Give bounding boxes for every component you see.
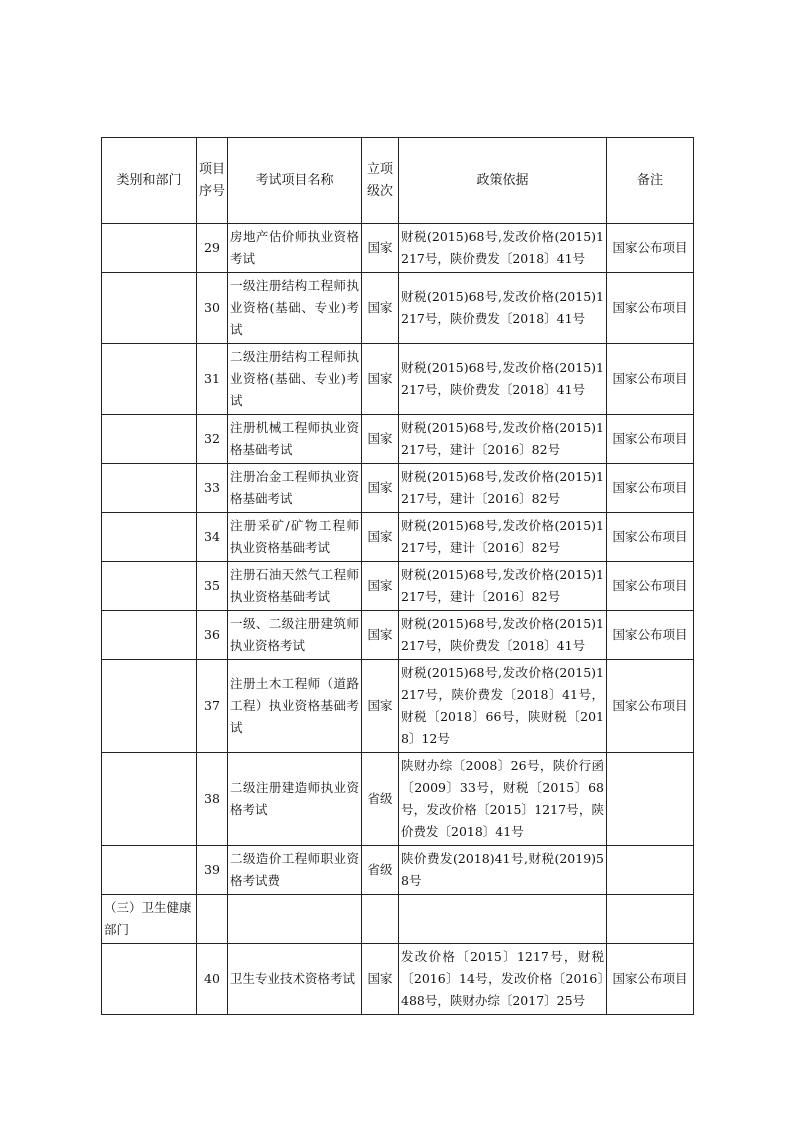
cell-category	[102, 273, 197, 344]
header-seq: 项目序号	[197, 138, 228, 224]
header-category: 类别和部门	[102, 138, 197, 224]
cell-category	[102, 344, 197, 415]
table-row	[102, 562, 694, 611]
cell-remark	[607, 753, 694, 846]
cell-policy-basis: 财税(2015)68号,发改价格(2015)1217号，建计〔2016〕82号	[399, 513, 607, 562]
cell-level: 国家	[362, 464, 399, 513]
cell-category	[102, 753, 197, 846]
cell-policy-basis: 陕财办综〔2008〕26号，陕价行函〔2009〕33号，财税〔2015〕68号，发改价格〔2015〕1217号，陕价费发〔2018〕41号	[399, 753, 607, 846]
table-header-row	[102, 138, 694, 224]
table-row	[102, 513, 694, 562]
cell-seq: 30	[197, 273, 228, 344]
cell-remark	[607, 846, 694, 895]
cell-exam-name: 二级注册结构工程师执业资格(基础、专业)考试	[228, 344, 362, 415]
cell-category	[102, 513, 197, 562]
cell-seq	[197, 895, 228, 944]
cell-level: 国家	[362, 562, 399, 611]
cell-level: 国家	[362, 273, 399, 344]
cell-policy-basis: 财税(2015)68号,发改价格(2015)1217号，陕价费发〔2018〕41号	[399, 611, 607, 660]
cell-policy-basis: 发改价格〔2015〕1217号，财税〔2016〕14号，发改价格〔2016〕488号，陕财办综〔2017〕25号	[399, 944, 607, 1015]
cell-policy-basis: 财税(2015)68号,发改价格(2015)1217号，建计〔2016〕82号	[399, 415, 607, 464]
table-row	[102, 753, 694, 846]
cell-remark: 国家公布项目	[607, 660, 694, 753]
cell-policy-basis: 财税(2015)68号,发改价格(2015)1217号，建计〔2016〕82号	[399, 464, 607, 513]
cell-policy-basis	[399, 895, 607, 944]
cell-seq: 36	[197, 611, 228, 660]
cell-category	[102, 944, 197, 1015]
cell-level: 国家	[362, 611, 399, 660]
cell-level: 省级	[362, 846, 399, 895]
cell-exam-name: 二级造价工程师职业资格考试费	[228, 846, 362, 895]
cell-remark: 国家公布项目	[607, 415, 694, 464]
cell-remark: 国家公布项目	[607, 344, 694, 415]
table-row	[102, 846, 694, 895]
cell-exam-name: 房地产估价师执业资格考试	[228, 224, 362, 273]
cell-level: 国家	[362, 344, 399, 415]
cell-category	[102, 224, 197, 273]
table-row	[102, 464, 694, 513]
cell-policy-basis: 财税(2015)68号,发改价格(2015)1217号，陕价费发〔2018〕41号，财税〔2018〕66号，陕财税〔2018〕12号	[399, 660, 607, 753]
cell-exam-name: 注册石油天然气工程师执业资格基础考试	[228, 562, 362, 611]
cell-policy-basis: 财税(2015)68号,发改价格(2015)1217号，建计〔2016〕82号	[399, 562, 607, 611]
cell-category	[102, 464, 197, 513]
cell-exam-name: 注册机械工程师执业资格基础考试	[228, 415, 362, 464]
cell-category	[102, 846, 197, 895]
cell-exam-name: 注册土木工程师（道路工程）执业资格基础考试	[228, 660, 362, 753]
exam-fee-table	[101, 137, 694, 1015]
section-header-row	[102, 895, 694, 944]
cell-level: 国家	[362, 944, 399, 1015]
cell-remark	[607, 895, 694, 944]
table-row	[102, 660, 694, 753]
cell-level: 国家	[362, 660, 399, 753]
cell-exam-name: 二级注册建造师执业资格考试	[228, 753, 362, 846]
cell-exam-name: 一级注册结构工程师执业资格(基础、专业)考试	[228, 273, 362, 344]
cell-level: 国家	[362, 224, 399, 273]
table-row	[102, 344, 694, 415]
cell-level: 国家	[362, 513, 399, 562]
cell-category	[102, 611, 197, 660]
cell-level: 省级	[362, 753, 399, 846]
table-row	[102, 611, 694, 660]
table-row	[102, 944, 694, 1015]
cell-policy-basis: 财税(2015)68号,发改价格(2015)1217号，陕价费发〔2018〕41号	[399, 273, 607, 344]
cell-category	[102, 562, 197, 611]
header-level: 立项级次	[362, 138, 399, 224]
cell-category	[102, 415, 197, 464]
cell-category: （三）卫生健康部门	[102, 895, 197, 944]
cell-remark: 国家公布项目	[607, 224, 694, 273]
cell-remark: 国家公布项目	[607, 273, 694, 344]
header-remark: 备注	[607, 138, 694, 224]
cell-level: 国家	[362, 415, 399, 464]
table-row	[102, 273, 694, 344]
cell-remark: 国家公布项目	[607, 611, 694, 660]
cell-remark: 国家公布项目	[607, 464, 694, 513]
cell-policy-basis: 财税(2015)68号,发改价格(2015)1217号，陕价费发〔2018〕41号	[399, 344, 607, 415]
cell-exam-name: 注册采矿/矿物工程师执业资格基础考试	[228, 513, 362, 562]
cell-remark: 国家公布项目	[607, 562, 694, 611]
cell-seq: 29	[197, 224, 228, 273]
cell-category	[102, 660, 197, 753]
cell-level	[362, 895, 399, 944]
cell-policy-basis: 陕价费发(2018)41号,财税(2019)58号	[399, 846, 607, 895]
header-basis: 政策依据	[399, 138, 607, 224]
cell-exam-name: 注册冶金工程师执业资格基础考试	[228, 464, 362, 513]
table-body	[102, 224, 694, 1015]
cell-seq: 31	[197, 344, 228, 415]
table-row	[102, 415, 694, 464]
cell-seq: 39	[197, 846, 228, 895]
cell-exam-name	[228, 895, 362, 944]
cell-remark: 国家公布项目	[607, 513, 694, 562]
table-row	[102, 224, 694, 273]
cell-exam-name: 卫生专业技术资格考试	[228, 944, 362, 1015]
cell-seq: 34	[197, 513, 228, 562]
cell-policy-basis: 财税(2015)68号,发改价格(2015)1217号，陕价费发〔2018〕41号	[399, 224, 607, 273]
cell-seq: 38	[197, 753, 228, 846]
cell-remark: 国家公布项目	[607, 944, 694, 1015]
header-name: 考试项目名称	[228, 138, 362, 224]
cell-seq: 35	[197, 562, 228, 611]
cell-exam-name: 一级、二级注册建筑师执业资格考试	[228, 611, 362, 660]
cell-seq: 40	[197, 944, 228, 1015]
cell-seq: 32	[197, 415, 228, 464]
cell-seq: 37	[197, 660, 228, 753]
cell-seq: 33	[197, 464, 228, 513]
